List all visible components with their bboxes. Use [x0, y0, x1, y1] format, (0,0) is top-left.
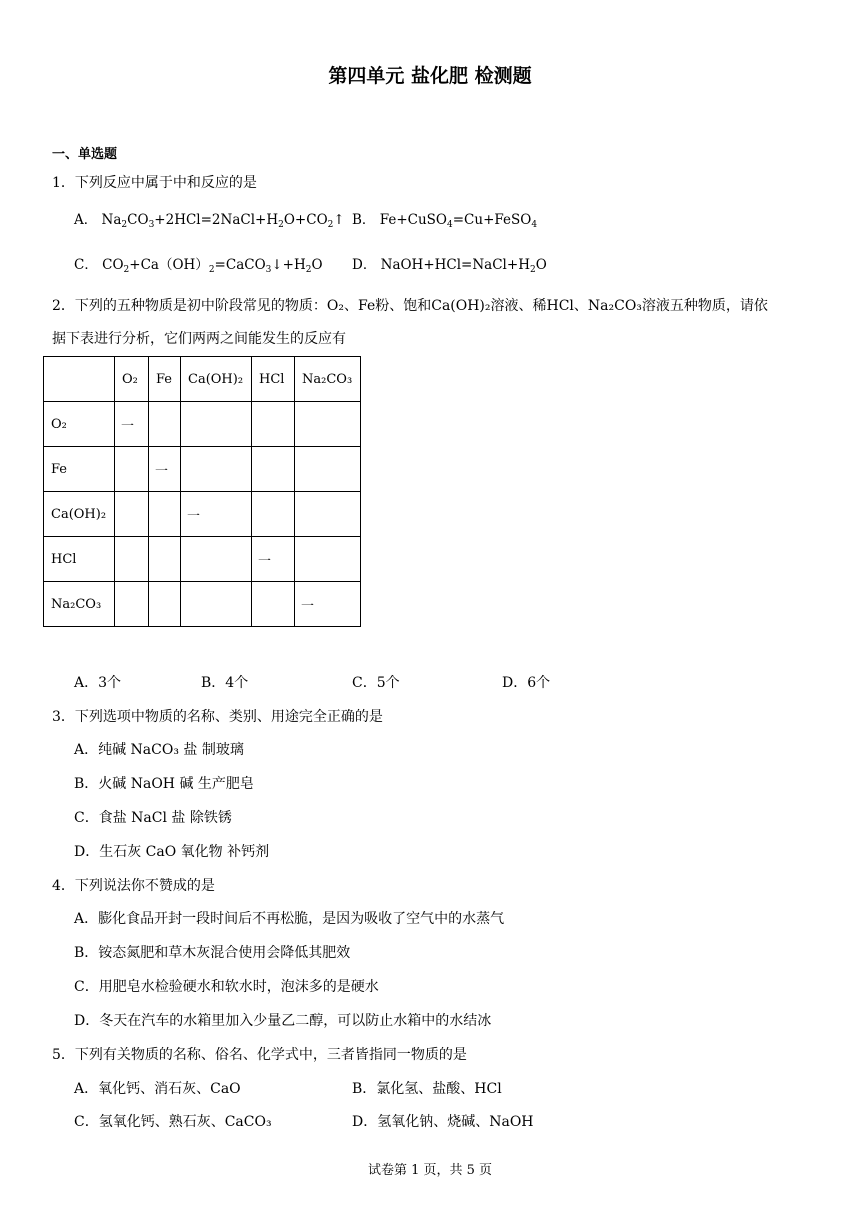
- question-1-stem: 1．下列反应中属于中和反应的是: [52, 175, 257, 191]
- table-cell: [115, 582, 149, 627]
- table-diagonal-cell: 一: [115, 402, 149, 447]
- table-corner-cell: [44, 357, 115, 402]
- table-header-cell: Na₂CO₃: [295, 357, 361, 402]
- q3-option-c[interactable]: C．食盐 NaCl 盐 除铁锈: [74, 810, 232, 826]
- q1-option-a[interactable]: A． $Na_2CO_3+2HCl=2NaCl+H_2O+CO_2↑$: [74, 212, 345, 230]
- table-cell: [181, 402, 252, 447]
- table-cell: [149, 582, 181, 627]
- q4-option-c[interactable]: C．用肥皂水检验硬水和软水时，泡沫多的是硬水: [74, 979, 379, 995]
- table-header-cell: HCl: [252, 357, 295, 402]
- table-row-label: Na₂CO₃: [44, 582, 115, 627]
- q2-option-c[interactable]: C．5个: [352, 675, 400, 691]
- table-cell: [181, 537, 252, 582]
- table-row-label: Fe: [44, 447, 115, 492]
- q2-option-b[interactable]: B．4个: [201, 675, 249, 691]
- table-row: [44, 402, 361, 447]
- table-cell: [252, 492, 295, 537]
- table-row: [44, 447, 361, 492]
- table-cell: [252, 447, 295, 492]
- q1-option-b[interactable]: B． Fe+CuSO$_4$=Cu+FeSO$_4$: [352, 212, 538, 230]
- table-diagonal-cell: 一: [149, 447, 181, 492]
- table-row: [44, 537, 361, 582]
- table-diagonal-cell: 一: [181, 492, 252, 537]
- reaction-table: [43, 356, 361, 627]
- table-cell: [181, 447, 252, 492]
- question-2-stem-line1: 2．下列的五种物质是初中阶段常见的物质：O₂、Fe粉、饱和Ca(OH)₂溶液、稀HCl、Na₂CO₃溶液五种物质，请依: [52, 298, 768, 314]
- table-cell: [295, 537, 361, 582]
- q4-option-d[interactable]: D．冬天在汽车的水箱里加入少量乙二醇，可以防止水箱中的水结冰: [74, 1013, 492, 1029]
- table-diagonal-cell: 一: [252, 537, 295, 582]
- table-cell: [149, 537, 181, 582]
- q2-option-d[interactable]: D．6个: [502, 675, 551, 691]
- question-5-stem: 5．下列有关物质的名称、俗名、化学式中，三者皆指同一物质的是: [52, 1047, 467, 1063]
- table-header-row: [44, 357, 361, 402]
- q1-option-c[interactable]: C． $CO_2+Ca(OH)_2=CaCO_3↓+H_2O$: [74, 257, 323, 275]
- table-row: [44, 582, 361, 627]
- table-row-label: Ca(OH)₂: [44, 492, 115, 537]
- table-cell: [115, 447, 149, 492]
- table-cell: [295, 447, 361, 492]
- q3-option-d[interactable]: D．生石灰 CaO 氧化物 补钙剂: [74, 844, 270, 860]
- question-3-stem: 3．下列选项中物质的名称、类别、用途完全正确的是: [52, 709, 383, 725]
- q5-option-a[interactable]: A．氧化钙、消石灰、CaO: [74, 1081, 241, 1097]
- table-cell: [149, 402, 181, 447]
- page-title: 第四单元 盐化肥 检测题: [328, 65, 532, 87]
- table-header-cell: Ca(OH)₂: [181, 357, 252, 402]
- q3-option-a[interactable]: A．纯碱 NaCO₃ 盐 制玻璃: [74, 742, 244, 758]
- table-cell: [115, 492, 149, 537]
- table-cell: [149, 492, 181, 537]
- table-row-label: O₂: [44, 402, 115, 447]
- table-cell: [295, 492, 361, 537]
- q5-option-b[interactable]: B．氯化氢、盐酸、HCl: [352, 1081, 502, 1097]
- page-footer: 试卷第 1 页，共 5 页: [367, 1163, 493, 1178]
- table-header-cell: O₂: [115, 357, 149, 402]
- question-2-stem-line2: 据下表进行分析，它们两两之间能发生的反应有: [52, 331, 346, 347]
- section-heading: 一、单选题: [52, 147, 118, 162]
- table-cell: [295, 402, 361, 447]
- q2-option-a[interactable]: A．3个: [74, 675, 122, 691]
- table-row-label: HCl: [44, 537, 115, 582]
- q1-option-d[interactable]: D． $NaOH+HCl=NaCl+H_2O$: [352, 257, 547, 275]
- q4-option-a[interactable]: A．膨化食品开封一段时间后不再松脆，是因为吸收了空气中的水蒸气: [74, 911, 505, 927]
- question-4-stem: 4．下列说法你不赞成的是: [52, 878, 215, 894]
- q5-option-c[interactable]: C．氢氧化钙、熟石灰、CaCO₃: [74, 1114, 272, 1130]
- table-cell: [115, 537, 149, 582]
- table-cell: [181, 582, 252, 627]
- q5-option-d[interactable]: D．氢氧化钠、烧碱、NaOH: [352, 1114, 534, 1130]
- q3-option-b[interactable]: B．火碱 NaOH 碱 生产肥皂: [74, 776, 254, 792]
- table-row: [44, 492, 361, 537]
- q4-option-b[interactable]: B．铵态氮肥和草木灰混合使用会降低其肥效: [74, 945, 351, 961]
- table-diagonal-cell: 一: [295, 582, 361, 627]
- table-header-cell: Fe: [149, 357, 181, 402]
- table-cell: [252, 582, 295, 627]
- table-cell: [252, 402, 295, 447]
